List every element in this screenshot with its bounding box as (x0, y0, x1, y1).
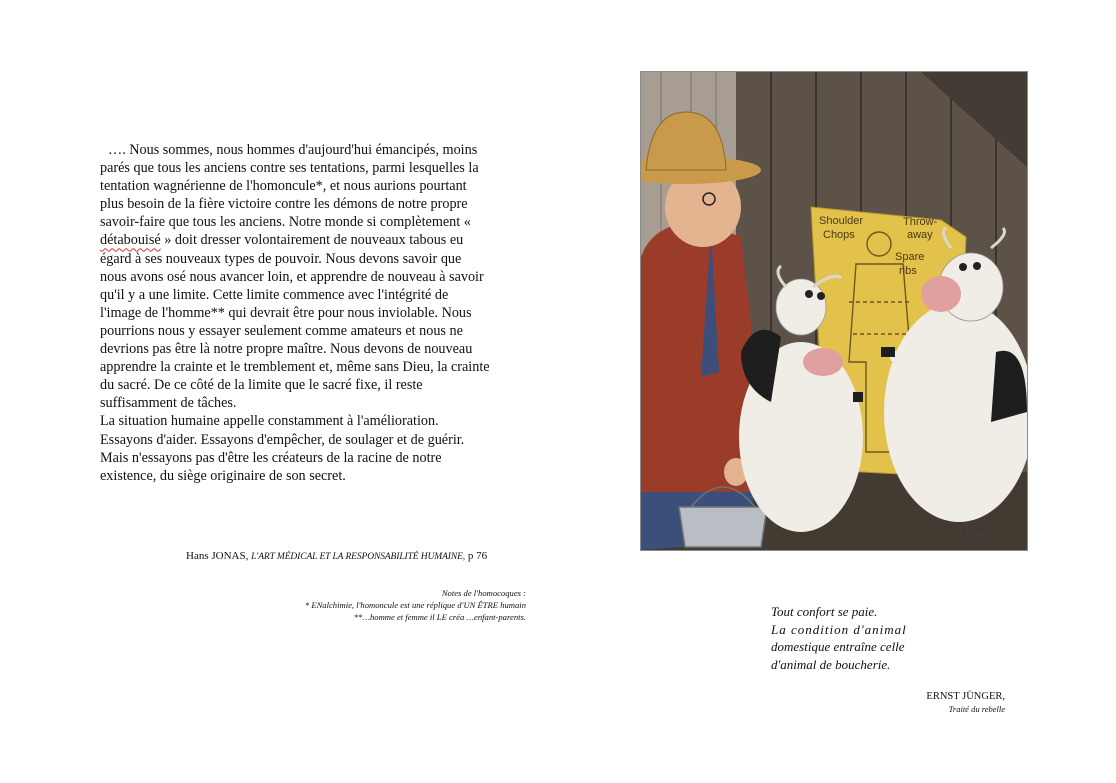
note-1: * ENalchimie, l'homoncule est une réplique d'UN ÊTRE humain (304, 600, 526, 610)
chart-label: Spare (895, 251, 925, 263)
cartoon-illustration (640, 71, 1028, 551)
citation-author: Hans JONAS, (186, 550, 252, 562)
excerpt-line: plus besoin de la fière victoire contre les démons de notre propre (100, 196, 468, 213)
citation-title: L'ART MÉDICAL ET LA RESPONSABILITÉ HUMAINE, (251, 552, 466, 562)
chart-label: Chops (823, 229, 855, 241)
excerpt-line: Essayons d'aider. Essayons d'empêcher, de soulager et de guérir. (100, 431, 465, 448)
chart-label: Throw- (903, 216, 938, 228)
excerpt-line: devrions pas être là notre propre maître. Nous devons de nouveau (100, 341, 473, 358)
quote-line: domestique entraîne celle (771, 639, 905, 654)
chart-label: away (907, 229, 933, 241)
excerpt-line: suffisamment de tâches. (100, 395, 237, 412)
cartoon-drawing (641, 72, 1027, 550)
citation-page: p 76 (465, 550, 488, 562)
excerpt-line: Mais n'essayons pas d'être les créateurs de la racine de notre (100, 449, 442, 466)
excerpt-line: nous avons osé nous avancer loin, et apprendre de nouveau à savoir (100, 268, 484, 285)
excerpt-line: égard à ses nouveaux types de pouvoir. Nous devons savoir que (100, 250, 462, 267)
excerpt-line: apprendre la crainte et le tremblement et, même sans Dieu, la crainte (100, 359, 490, 376)
chart-label: Shoulder (819, 215, 864, 227)
excerpt-line-rest: » doit dresser volontairement de nouveaux tabous eu (160, 232, 464, 249)
chart-label: ribs (899, 265, 917, 277)
excerpt-line: du sacré. De ce côté de la limite que le sacré fixe, il reste (100, 377, 423, 394)
citation (186, 550, 487, 562)
excerpt-line: parés que tous les anciens contre ses tentations, parmi lesquelles la (100, 160, 479, 177)
quote-book-title: Traité du rebelle (948, 704, 1005, 714)
quote-line: La condition d'animal (771, 621, 907, 637)
epigraph-quote (771, 603, 907, 673)
excerpt-line: qu'il y a une limite. Cette limite commence avec l'intégrité de (100, 286, 449, 303)
excerpt-line: existence, du siège originaire de son secret. (100, 467, 346, 484)
footnotes (305, 587, 526, 623)
excerpt-line: pourrions nous y essayer seulement comme amateurs et nous ne (100, 322, 463, 339)
excerpt-line: savoir-faire que tous les anciens. Notre monde si complètement « (100, 214, 471, 231)
quote-line: Tout confort se paie. (771, 604, 878, 619)
note-2: **…homme et femme il LE créa …enfant-parents. (353, 612, 526, 622)
excerpt-line: l'image de l'homme** qui devrait être pour nous inviolable. Nous (100, 304, 472, 321)
quote-attribution (926, 690, 1005, 716)
excerpt-line: La situation humaine appelle constamment à l'amélioration. (100, 413, 439, 430)
excerpt-line (100, 231, 530, 249)
notes-heading: Notes de l'homocoques : (441, 588, 526, 598)
quote-line: d'animal de boucherie. (771, 656, 891, 672)
spellcheck-word: détabouisé (100, 232, 161, 249)
excerpt-line: …. Nous sommes, nous hommes d'aujourd'hui émancipés, moins (108, 142, 478, 158)
excerpt-text (100, 141, 530, 485)
artist-signature: Larson (959, 530, 987, 539)
excerpt-line: tentation wagnérienne de l'homoncule*, et nous aurions pourtant (100, 178, 467, 195)
quote-author-name: ERNST JÜNGER, (926, 691, 1005, 702)
